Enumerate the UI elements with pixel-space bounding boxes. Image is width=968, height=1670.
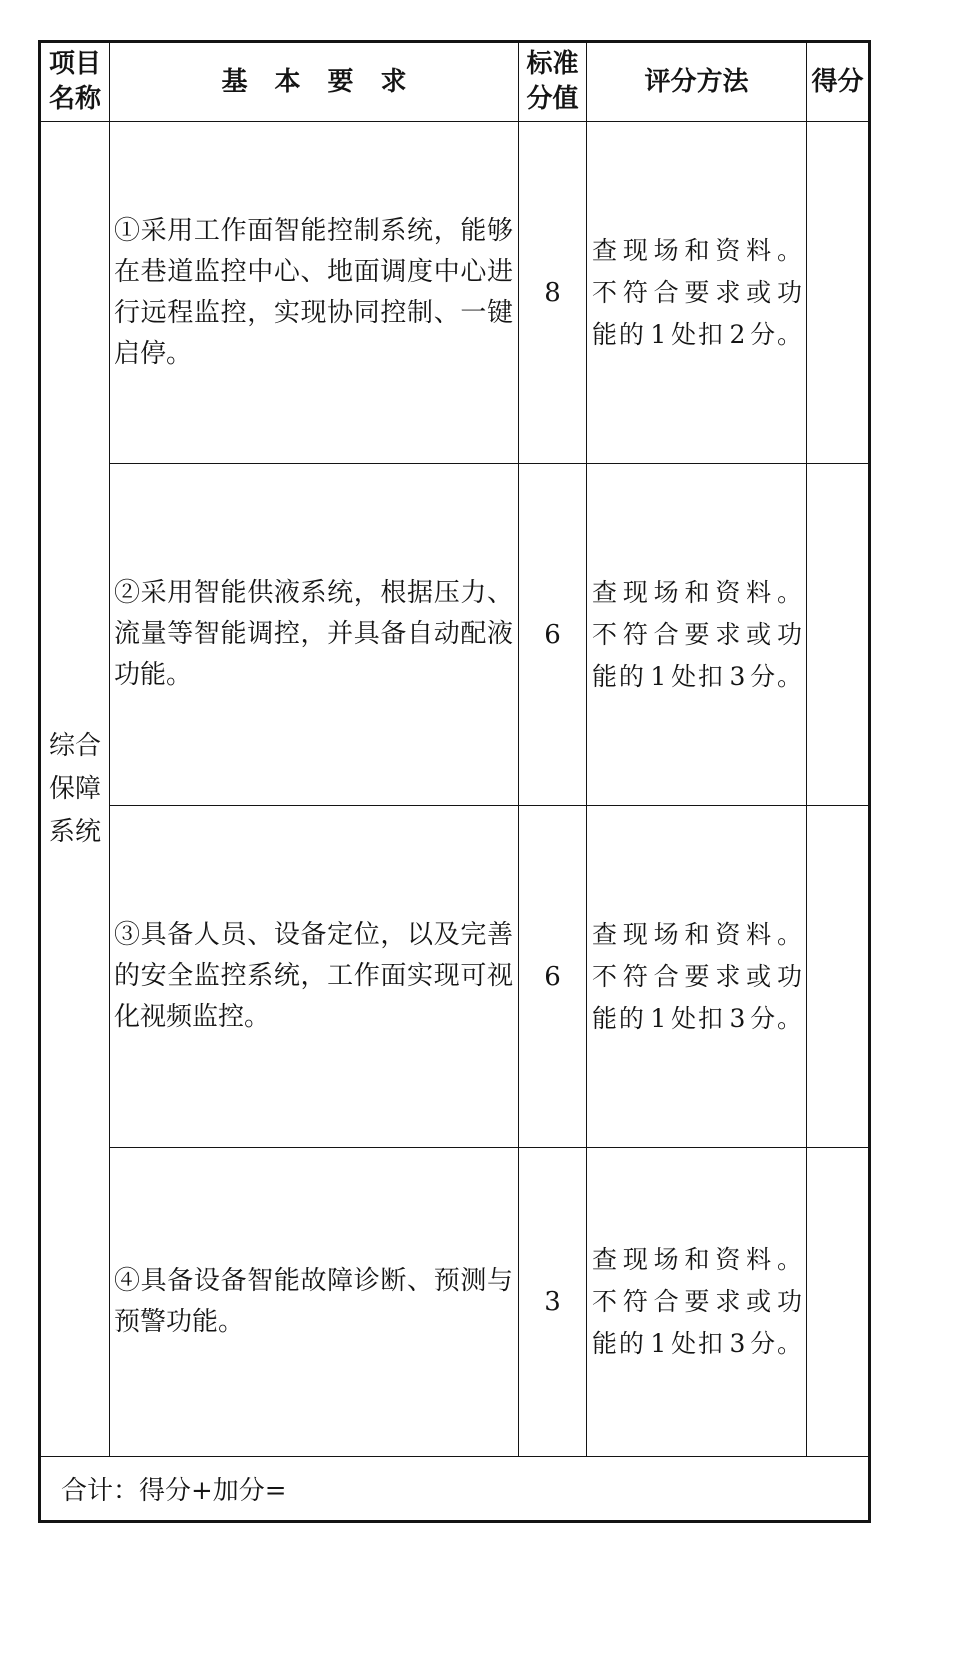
method-line: 能的 1 处扣 2 分。: [592, 319, 802, 349]
header-requirement: [110, 42, 519, 122]
method-line: 不符合要求或功: [592, 277, 802, 307]
requirement-line: ①采用工作面智能控制系统，能够: [114, 215, 513, 246]
standard-score-cell: [519, 122, 587, 464]
requirement-cell: [110, 122, 519, 464]
requirement-line: ③具备人员、设备定位，以及完善: [114, 920, 513, 950]
score-input-cell[interactable]: [807, 1148, 870, 1457]
requirement-cell: [110, 1148, 519, 1457]
header-standard-score-line: 标准: [526, 49, 579, 79]
requirement-line: 化视频监控。: [114, 1002, 271, 1032]
standard-score-value: 3: [544, 1287, 561, 1317]
standard-score-value: 6: [544, 961, 561, 992]
scoring-table: [38, 40, 871, 1523]
standard-score-cell: [519, 1148, 587, 1457]
requirement-line: 流量等智能调控，并具备自动配液: [114, 619, 513, 649]
requirement-line: 启停。: [114, 338, 193, 369]
requirement-line: 预警功能。: [114, 1307, 245, 1337]
header-requirement-label: 基本要求: [221, 66, 434, 97]
standard-score-value: 8: [544, 277, 561, 308]
standard-score-value: 6: [544, 619, 561, 650]
method-line: 不符合要求或功: [592, 961, 802, 991]
method-line: 能的 1 处扣 3 分。: [592, 1329, 802, 1358]
requirement-line: 在巷道监控中心、地面调度中心进: [114, 256, 513, 287]
method-line: 查现场和资料。: [592, 235, 802, 265]
category-line: 综合: [48, 730, 101, 761]
method-line: 能的 1 处扣 3 分。: [592, 661, 802, 691]
method-line: 查现场和资料。: [592, 577, 802, 607]
table-header-row: [40, 42, 870, 122]
standard-score-cell: [519, 464, 587, 806]
standard-score-cell: [519, 806, 587, 1148]
requirement-line: ④具备设备智能故障诊断、预测与: [114, 1266, 513, 1296]
total-label: 合计：得分+加分=: [61, 1476, 287, 1506]
total-cell: [40, 1457, 870, 1522]
requirement-line: 行远程监控，实现协同控制、一键: [114, 297, 513, 328]
score-input-cell[interactable]: [807, 806, 870, 1148]
score-input-cell[interactable]: [807, 464, 870, 806]
requirement-line: ②采用智能供液系统，根据压力、: [114, 578, 513, 608]
requirement-cell: [110, 806, 519, 1148]
category-line: 系统: [48, 816, 101, 847]
method-line: 不符合要求或功: [592, 1287, 802, 1316]
table-row: [40, 1148, 870, 1457]
total-row: [40, 1457, 870, 1522]
score-input-cell[interactable]: [807, 122, 870, 464]
method-line: 不符合要求或功: [592, 619, 802, 649]
method-line: 查现场和资料。: [592, 1245, 802, 1274]
header-method: [587, 42, 807, 122]
header-item-name-line: 项目: [48, 49, 101, 79]
table-row: [40, 122, 870, 464]
header-score-label: 得分: [811, 66, 864, 97]
method-cell: [587, 806, 807, 1148]
header-item-name-line: 名称: [48, 84, 101, 114]
requirement-line: 功能。: [114, 660, 193, 690]
category-line: 保障: [48, 773, 101, 804]
header-standard-score: [519, 42, 587, 122]
header-standard-score-line: 分值: [526, 84, 579, 114]
method-cell: [587, 464, 807, 806]
header-method-label: 评分方法: [644, 66, 749, 97]
requirement-line: 的安全监控系统，工作面实现可视: [114, 961, 513, 991]
table-row: [40, 464, 870, 806]
requirement-cell: [110, 464, 519, 806]
table-row: [40, 806, 870, 1148]
category-cell: [40, 122, 110, 1457]
method-cell: [587, 122, 807, 464]
method-line: 能的 1 处扣 3 分。: [592, 1003, 802, 1033]
header-item-name: [40, 42, 110, 122]
header-score: [807, 42, 870, 122]
method-cell: [587, 1148, 807, 1457]
method-line: 查现场和资料。: [592, 919, 802, 949]
